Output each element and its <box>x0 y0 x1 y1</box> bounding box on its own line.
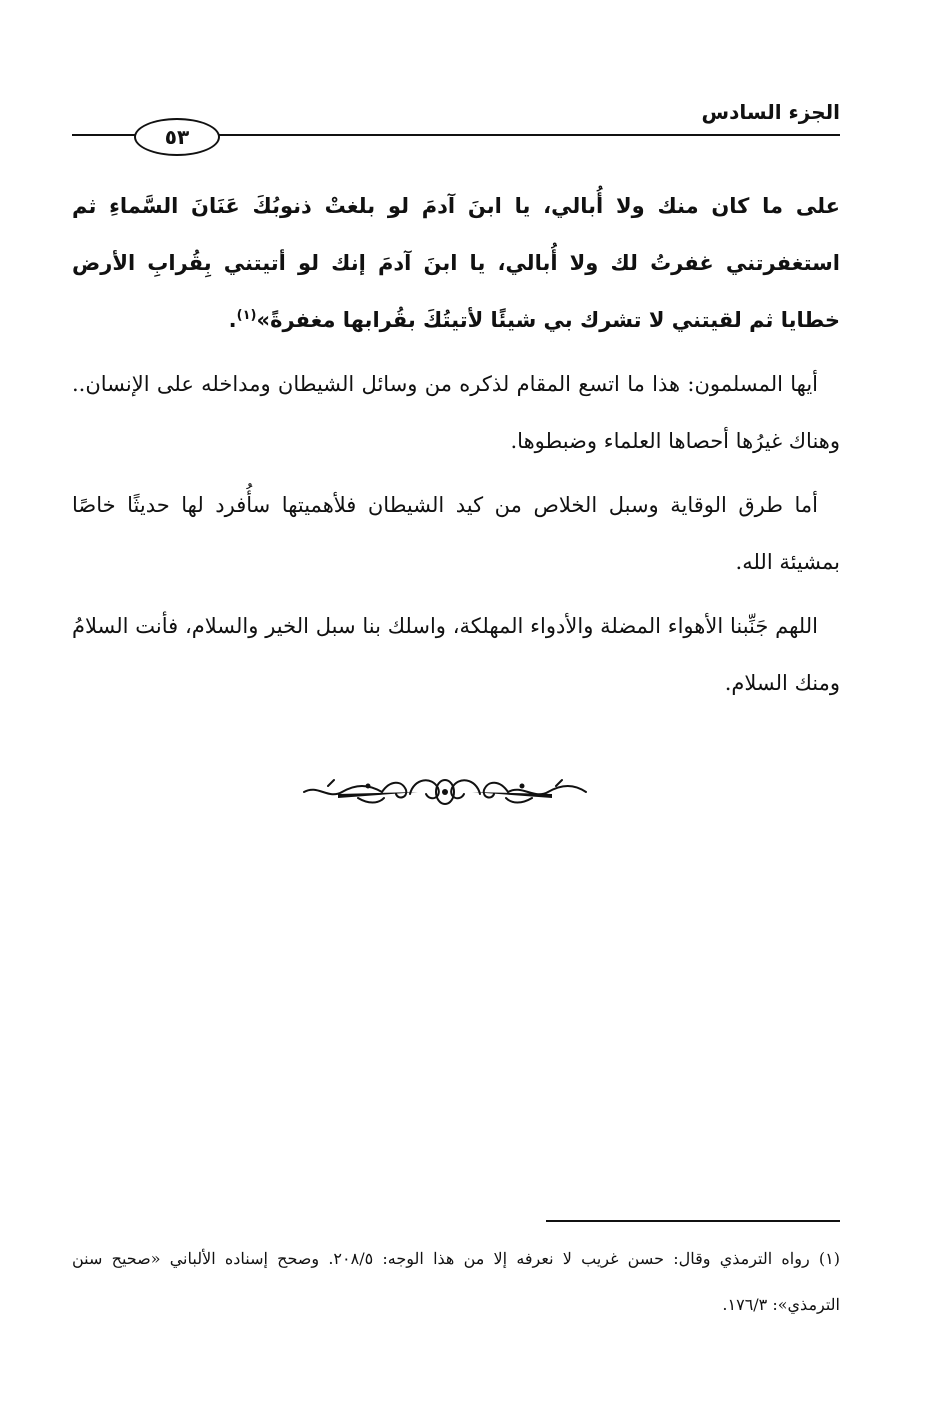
paragraph-2: أيها المسلمون: هذا ما اتسع المقام لذكره من وسائل الشيطان ومداخله على الإنسان.. وهناك غيرُها أحصاها العلماء وضبطوها. <box>72 372 840 453</box>
footnote-rule <box>546 1220 840 1222</box>
page-number <box>134 118 220 156</box>
floral-divider-icon <box>298 772 592 812</box>
footnote-1: (١) رواه الترمذي وقال: حسن غريب لا نعرفه إلا من هذا الوجه: ٢٠٨/٥. وصحح إسناده الألباني «صحيح سنن الترمذي»: ١٧٦/٣. <box>72 1249 840 1314</box>
footnote-reference: (١) <box>236 308 257 323</box>
footnote-section <box>72 1236 840 1328</box>
paragraph-3: أما طرق الوقاية وسبل الخلاص من كيد الشيطان فلأهميتها سأُفرد لها حديثًا خاصًا بمشيئة الله. <box>72 493 840 574</box>
hadith-end-mark: . <box>228 308 237 332</box>
hadith-paragraph <box>72 178 840 349</box>
paragraph-4: اللهم جَنِّبنا الأهواء المضلة والأدواء المهلكة، واسلك بنا سبل الخير والسلام، فأنت السلامُ ومنك السلام. <box>72 614 840 695</box>
hadith-text: على ما كان منك ولا أُبالي، يا ابنَ آدمَ لو بلغتْ ذنوبُكَ عَنَانَ السَّماءِ ثم استغفرتني غفرتُ لك ولا أُبالي، يا ابنَ آدمَ إنك لو أتيتني بِقُرابِ الأرض خطايا ثم لقيتني لا تشرك بي شيئًا لأتيتُكَ بقُرابها مغفرةً» <box>72 194 840 332</box>
running-title: الجزء السادس <box>701 100 840 124</box>
page-number-text: ٥٣ <box>164 125 190 149</box>
main-text <box>72 178 840 712</box>
